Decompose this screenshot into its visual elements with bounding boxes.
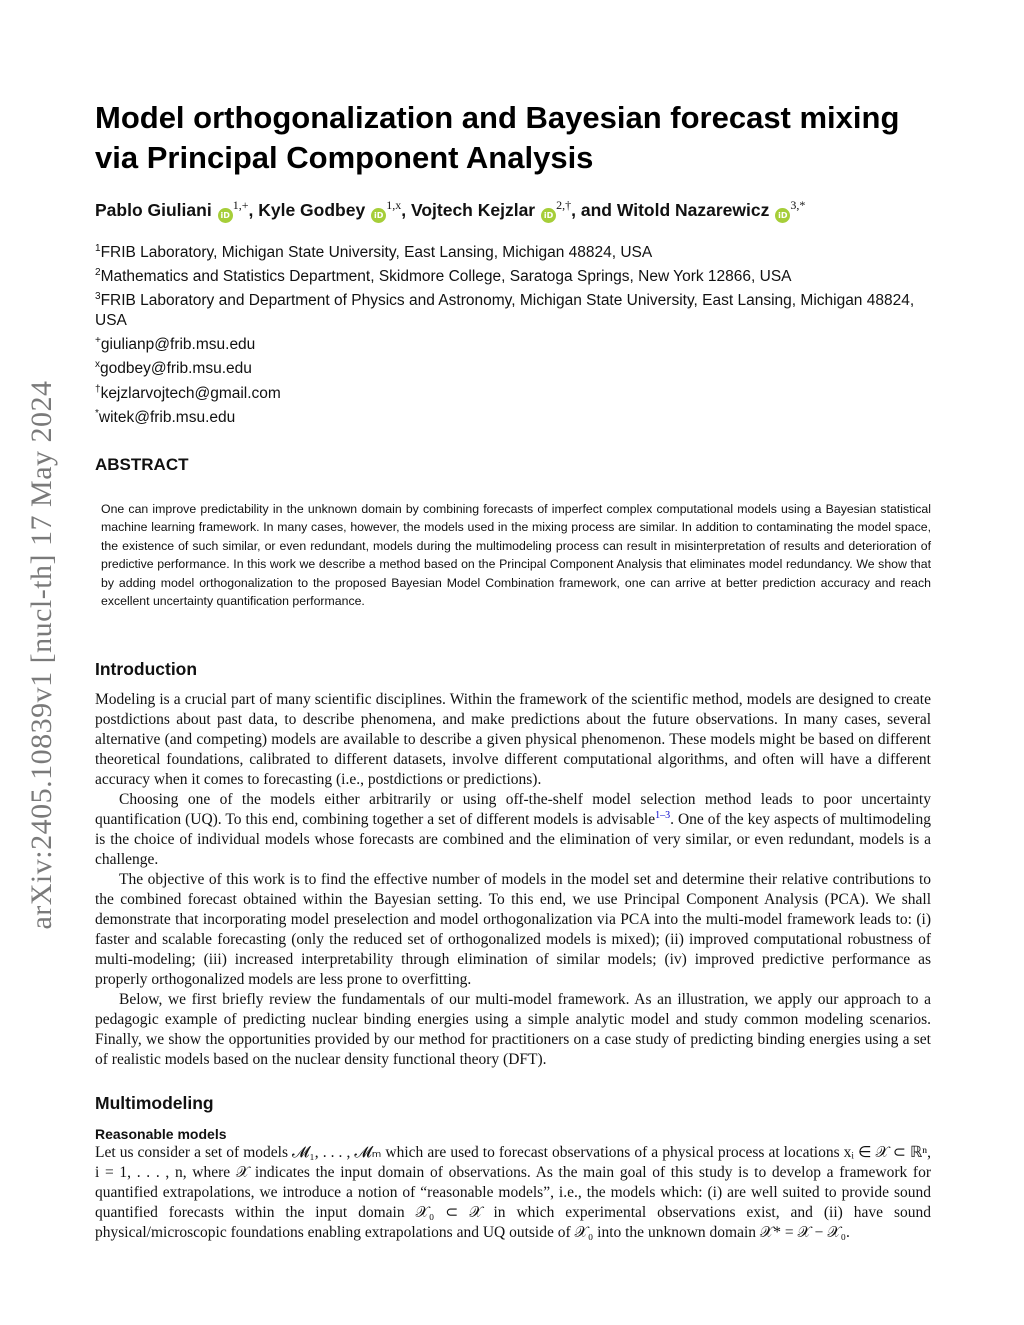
author-name: Witold Nazarewicz — [616, 199, 770, 220]
paragraph: Choosing one of the models either arbitrarily or using off-the-shelf model selection method leads to poor uncertainty quantification (UQ). To this end, combining together a set of different models is advisable$^{1-3}$. One of the key aspects of multimodeling is the choice of individual models whose forecasts are combined and the elimination of very similar, or even redundant, models is a challenge. — [95, 790, 931, 868]
author-list: Pablo Giuliani $iD^{1,+}$, Kyle Godbey iD$^{1,x}$, Vojtech Kejzlar $iD^{2,\dagger}$, and Witold Nazarewicz $iD^{3,*}$ — [95, 194, 931, 223]
author-marks: 3,* — [790, 198, 806, 212]
email[interactable]: †kejzlarvojtech@gmail.com — [95, 383, 281, 402]
email[interactable]: +giulianp@frib.msu.edu — [95, 335, 256, 354]
email[interactable]: *witek@frib.msu.edu — [95, 407, 236, 426]
paper-page — [95, 98, 931, 1243]
paragraph: Modeling is a crucial part of many scientific disciplines. Within the framework of the scientific method, models are designed to create postdictions about past data, to describe phenomena, and make predictions about the future observations. In many cases, several alternative (and competing) models are available to describe a given physical phenomenon. These models might be based on different theoretical foundations, calibrated to different datasets, involve different computational algorithms, and often will have a different accuracy when it comes to forecasting (i.e., postdictions or predictions). — [95, 690, 931, 788]
author-marks: 1,+ — [232, 198, 249, 212]
orcid-icon[interactable]: iD — [541, 208, 556, 223]
citation-link[interactable]: 1–3 — [655, 809, 671, 821]
paragraph: Let us consider a set of models 𝓜₁, . . . , 𝓜ₘ which are used to forecast observations of a physical process at locations xᵢ ∈ 𝒳 ⊂ ℝⁿ, i = 1, . . . , n, where 𝒳 indicates the input domain of observations. As the main goal of this study is to develop a framework for quantified extrapolations, we introduce a notion of “reasonable models”, i.e., the models which: (i) are well suited to provide sound quantified forecasts within the input domain 𝒳₀ ⊂ 𝒳 in which experimental observations exist, and (ii) have sound physical/microscopic foundations enabling extrapolations and UQ outside of 𝒳₀ into the unknown domain 𝒳* = 𝒳 − 𝒳₀. — [95, 1143, 931, 1241]
abstract-text: One can improve predictability in the unknown domain by combining forecasts of imperfect complex computational models using a Bayesian statistical machine learning framework. In many cases, however, the models used in the mixing process are similar. In addition to contaminating the model space, the existence of such similar, or even redundant, models during the multimodeling process can result in misinterpretation of results and deterioration of predictive performance. In this work we describe a method based on the Principal Component Analysis that eliminates model redundancy. We show that by adding model orthogonalization to the proposed Bayesian Model Combination framework, one can arrive at better prediction accuracy and reach excellent uncertainty quantification performance. — [101, 501, 931, 609]
arxiv-identifier: arXiv:2405.10839v1 [nucl-th] 17 May 2024 — [25, 380, 58, 930]
affiliation-list — [95, 239, 931, 428]
orcid-icon[interactable]: iD — [775, 208, 790, 223]
paper-title: Model orthogonalization and Bayesian forecast mixing via Principal Component Analysis — [95, 100, 900, 175]
paragraph: Below, we first briefly review the fundamentals of our multi-model framework. As an illustration, we apply our approach to a pedagogic example of predicting nuclear binding energies using a simple analytic model and study common modeling scenarios. Finally, we show the opportunities provided by our method for practitioners on a case study of predicting binding energies using a set of realistic models based on the nuclear density functional theory (DFT). — [95, 990, 931, 1068]
abstract-heading: ABSTRACT — [95, 454, 189, 474]
section-heading-introduction: Introduction — [95, 658, 198, 679]
multimodeling-body — [95, 1143, 931, 1243]
paragraph: The objective of this work is to find the effective number of models in the model set and determine their relative contributions to the combined forecast obtained within the Bayesian setting. To this end, we use Principal Component Analysis (PCA). We shall demonstrate that incorporating model preselection and model orthogonalization via PCA into the multi-model framework leads to: (i) faster and scalable forecasting (only the reduced set of orthogonalized models is mixed); (ii) improved computational robustness of multi-modeling; (iii) increased interpretability through elimination of similar models; (iv) improved predictive performance as properly orthogonalized models are less prone to overfitting. — [95, 870, 931, 988]
section-heading-multimodeling: Multimodeling — [95, 1092, 214, 1113]
author-name: Pablo Giuliani — [95, 199, 212, 220]
subsection-heading-reasonable-models: Reasonable models — [95, 1125, 227, 1142]
affiliation: $^3$FRIB Laboratory and Department of Physics and Astronomy, Michigan State University, East Lansing, Michigan 48824, USA — [95, 291, 915, 330]
affiliation: $^1$FRIB Laboratory, Michigan State University, East Lansing, Michigan 48824, USA — [95, 242, 653, 261]
introduction-body — [95, 690, 931, 1070]
orcid-icon[interactable]: iD — [371, 208, 386, 223]
affiliation: $^2$Mathematics and Statistics Department, Skidmore College, Saratoga Springs, New York 12866, USA — [95, 266, 792, 286]
author-marks: 1,x — [386, 198, 402, 212]
orcid-icon[interactable]: iD — [218, 208, 233, 223]
author-name: Vojtech Kejzlar — [410, 199, 536, 220]
author-marks: 2,† — [556, 198, 572, 212]
author-name: Kyle Godbey — [258, 199, 366, 220]
email[interactable]: $^x$godbey@frib.msu.edu — [95, 359, 252, 378]
arxiv-identifier-sidebar — [14, 350, 70, 960]
